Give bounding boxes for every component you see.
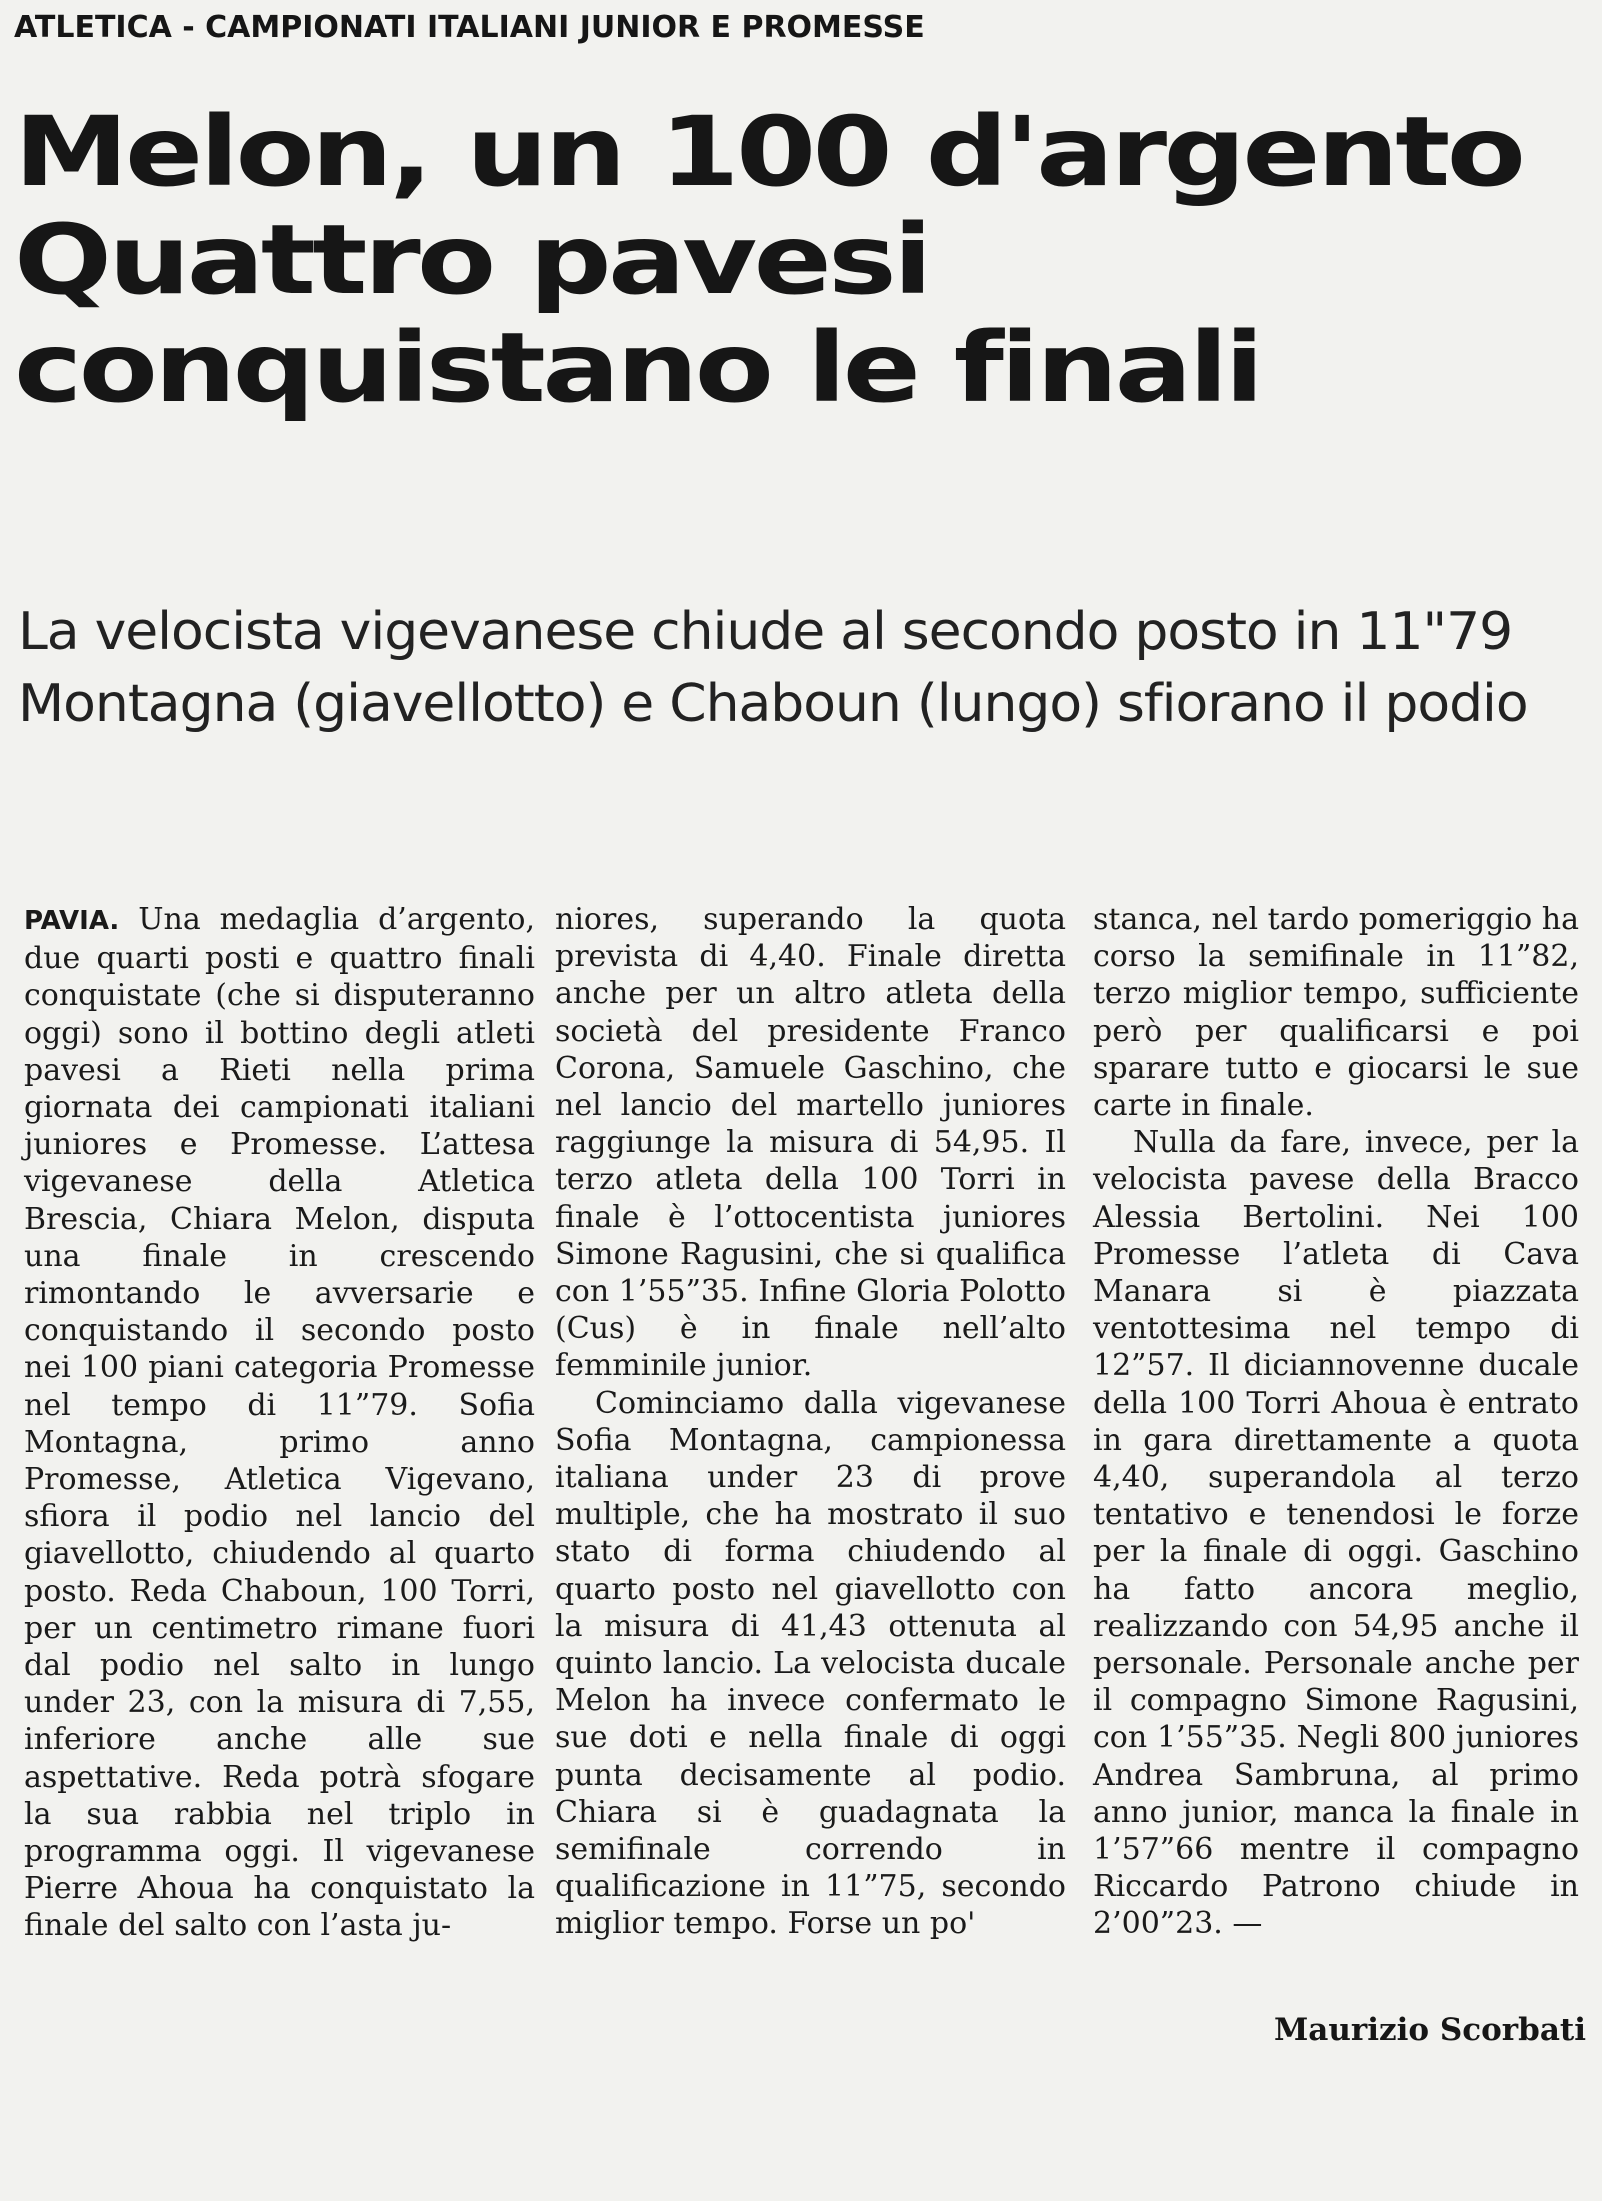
headline-line-1: Melon, un 100 d'argento bbox=[14, 96, 1523, 208]
article-column-1 bbox=[24, 901, 535, 1945]
headline bbox=[14, 98, 1602, 422]
author-byline: Maurizio Scorbati bbox=[1273, 2012, 1586, 2048]
article-paragraph: stanca, nel tardo pomeriggio ha corso la semifinale in 11”82, terzo miglior tempo, sufficiente però per qualificarsi e poi sparare tutto e giocarsi le sue carte in finale. bbox=[1093, 902, 1579, 1124]
article-paragraph bbox=[24, 901, 535, 1945]
section-kicker: ATLETICA - CAMPIONATI ITALIANI JUNIOR E PROMESSE bbox=[14, 10, 925, 45]
article-paragraph: Cominciamo dalla vigevanese Sofia Montagna, campionessa italiana under 23 di prove multiple, che ha mostrato il suo stato di forma chiudendo al quarto posto nel giavellotto con la misura di 41,43 ottenuta al quinto lancio. La velocista ducale Melon ha invece confermato le sue doti e nella finale di oggi punta decisamente al podio. Chiara si è guadagnata la semifinale correndo in qualificazione in 11”75, secondo miglior tempo. Forse un po' bbox=[555, 1385, 1066, 1942]
article-column-3 bbox=[1093, 901, 1579, 1943]
subheadline-line-2: Montagna (giavellotto) e Chaboun (lungo) sfiorano il podio bbox=[18, 674, 1528, 734]
subheadline bbox=[18, 596, 1602, 740]
paragraph-text: Una medaglia d’argento, due quarti posti e quattro finali conquistate (che si disputeranno oggi) sono il bottino degli atleti pavesi a Rieti nella prima giornata dei campionati italiani juniores e Promesse. L’attesa vigevanese della Atletica Brescia, Chiara Melon, disputa una finale in crescendo rimontando le avversarie e conquistando il secondo posto nei 100 piani categoria Promesse nel tempo di 11”79. Sofia Montagna, primo anno Promesse, Atletica Vigevano, sfiora il podio nel lancio del giavellotto, chiudendo al quarto posto. Reda Chaboun, 100 Torri, per un centimetro rimane fuori dal podio nel salto in lungo under 23, con la misura di 7,55, inferiore anche alle sue aspettative. Reda potrà sfogare la sua rabbia nel triplo in programma oggi. Il vigevanese Pierre Ahoua ha conquistato la finale del salto con l’asta ju- bbox=[24, 902, 535, 1944]
article-paragraph: Nulla da fare, invece, per la velocista pavese della Bracco Alessia Bertolini. Nei 100 Promesse l’atleta di Cava Manara si è piazzata ventottesima nel tempo di 12”57. Il diciannovenne ducale della 100 Torri Ahoua è entrato in gara direttamente a quota 4,40, superandola al terzo tentativo e tenendosi le forze per la finale di oggi. Gaschino ha fatto ancora meglio, realizzando con 54,95 anche il personale. Personale anche per il compagno Simone Ragusini, con 1’55”35. Negli 800 juniores Andrea Sambruna, al primo anno junior, manca la finale in 1’57”66 mentre il compagno Riccardo Patrono chiude in 2’00”23. — bbox=[1093, 1125, 1579, 1942]
dateline: PAVIA. bbox=[24, 906, 120, 936]
headline-line-2: Quattro pavesi bbox=[14, 204, 929, 316]
article-column-2 bbox=[555, 901, 1066, 1943]
article-paragraph: niores, superando la quota prevista di 4,40. Finale diretta anche per un altro atleta della società del presidente Franco Corona, Samuele Gaschino, che nel lancio del martello juniores raggiunge la misura di 54,95. Il terzo atleta della 100 Torri in finale è l’ottocentista juniores Simone Ragusini, che si qualifica con 1’55”35. Infine Gloria Polotto (Cus) è in finale nell’alto femminile junior. bbox=[555, 902, 1066, 1384]
subheadline-line-1: La velocista vigevanese chiude al secondo posto in 11"79 bbox=[18, 602, 1513, 662]
headline-line-3: conquistano le finali bbox=[14, 312, 1261, 424]
